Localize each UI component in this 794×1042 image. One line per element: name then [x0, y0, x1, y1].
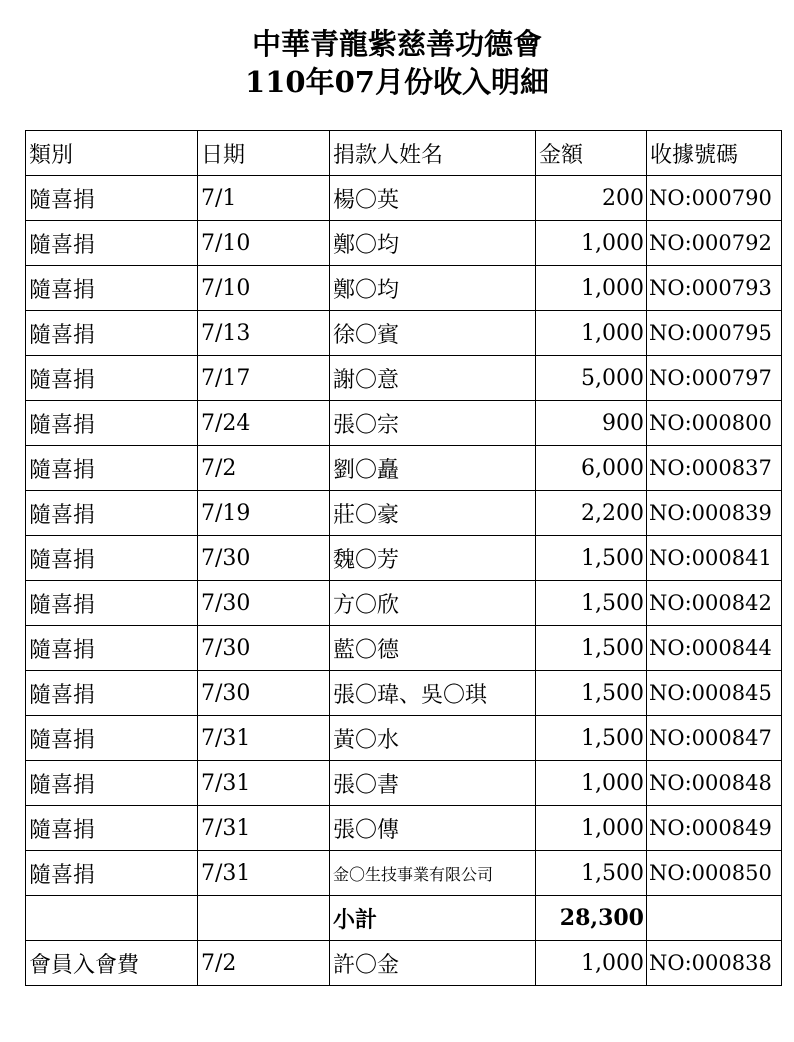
donor-cell: 楊〇英 — [330, 176, 536, 221]
category-cell: 隨喜捐 — [26, 581, 198, 626]
receipt-cell: NO:000842 — [647, 581, 782, 626]
table-row — [26, 401, 782, 446]
category-cell: 隨喜捐 — [26, 446, 198, 491]
header-row — [26, 131, 782, 176]
amount-cell: 1,500 — [536, 671, 647, 716]
date-cell: 7/17 — [198, 356, 330, 401]
table-row — [26, 446, 782, 491]
table-row — [26, 176, 782, 221]
receipt-cell: NO:000848 — [647, 761, 782, 806]
amount-cell: 1,000 — [536, 266, 647, 311]
receipt-cell: NO:000797 — [647, 356, 782, 401]
table-row — [26, 221, 782, 266]
amount-cell: 1,500 — [536, 536, 647, 581]
table-row — [26, 266, 782, 311]
table-row — [26, 806, 782, 851]
category-cell: 隨喜捐 — [26, 176, 198, 221]
date-cell: 7/30 — [198, 671, 330, 716]
empty-cell — [26, 896, 198, 941]
column-header-category: 類別 — [26, 131, 198, 176]
amount-cell: 1,000 — [536, 806, 647, 851]
amount-cell: 1,500 — [536, 851, 647, 896]
date-cell: 7/31 — [198, 761, 330, 806]
date-cell: 7/10 — [198, 221, 330, 266]
category-cell: 隨喜捐 — [26, 401, 198, 446]
table-row — [26, 671, 782, 716]
donor-cell: 謝〇意 — [330, 356, 536, 401]
table-row — [26, 851, 782, 896]
donor-cell: 許〇金 — [330, 941, 536, 986]
org-name: 中華青龍紫慈善功德會 — [251, 27, 542, 61]
category-cell: 隨喜捐 — [26, 311, 198, 356]
amount-cell: 5,000 — [536, 356, 647, 401]
amount-cell: 1,500 — [536, 581, 647, 626]
table-row — [26, 761, 782, 806]
date-cell: 7/31 — [198, 716, 330, 761]
date-cell: 7/31 — [198, 851, 330, 896]
date-cell: 7/13 — [198, 311, 330, 356]
donor-cell: 劉〇矗 — [330, 446, 536, 491]
amount-cell: 900 — [536, 401, 647, 446]
income-table — [25, 130, 782, 986]
amount-cell: 1,000 — [536, 761, 647, 806]
receipt-cell: NO:000847 — [647, 716, 782, 761]
category-cell: 隨喜捐 — [26, 356, 198, 401]
receipt-cell: NO:000844 — [647, 626, 782, 671]
receipt-cell: NO:000839 — [647, 491, 782, 536]
receipt-cell: NO:000838 — [647, 941, 782, 986]
table-row — [26, 581, 782, 626]
table-row — [26, 941, 782, 986]
column-header-amount: 金額 — [536, 131, 647, 176]
empty-cell — [198, 896, 330, 941]
category-cell: 隨喜捐 — [26, 761, 198, 806]
date-cell: 7/2 — [198, 446, 330, 491]
donor-cell: 金〇生技事業有限公司 — [330, 851, 536, 896]
receipt-cell: NO:000795 — [647, 311, 782, 356]
date-cell: 7/24 — [198, 401, 330, 446]
category-cell: 隨喜捐 — [26, 491, 198, 536]
receipt-cell: NO:000845 — [647, 671, 782, 716]
receipt-cell: NO:000837 — [647, 446, 782, 491]
column-header-date: 日期 — [198, 131, 330, 176]
category-cell: 隨喜捐 — [26, 266, 198, 311]
category-cell: 隨喜捐 — [26, 806, 198, 851]
column-header-donor: 捐款人姓名 — [330, 131, 536, 176]
amount-cell: 1,000 — [536, 941, 647, 986]
subtotal-row — [26, 896, 782, 941]
receipt-cell: NO:000800 — [647, 401, 782, 446]
category-cell: 隨喜捐 — [26, 671, 198, 716]
amount-cell: 1,000 — [536, 311, 647, 356]
date-cell: 7/30 — [198, 581, 330, 626]
donor-cell: 徐〇賓 — [330, 311, 536, 356]
table-row — [26, 716, 782, 761]
donor-cell: 鄭〇均 — [330, 221, 536, 266]
table-row — [26, 311, 782, 356]
amount-cell: 1,500 — [536, 716, 647, 761]
date-cell: 7/31 — [198, 806, 330, 851]
amount-cell: 2,200 — [536, 491, 647, 536]
receipt-cell: NO:000849 — [647, 806, 782, 851]
report-title: 110年07月份收入明細 — [245, 65, 549, 99]
table-row — [26, 356, 782, 401]
date-cell: 7/10 — [198, 266, 330, 311]
receipt-cell: NO:000841 — [647, 536, 782, 581]
table-row — [26, 626, 782, 671]
amount-cell: 1,000 — [536, 221, 647, 266]
amount-cell: 6,000 — [536, 446, 647, 491]
amount-cell: 200 — [536, 176, 647, 221]
donor-cell: 張〇瑋、吳〇琪 — [330, 671, 536, 716]
table-row — [26, 491, 782, 536]
category-cell: 會員入會費 — [26, 941, 198, 986]
date-cell: 7/1 — [198, 176, 330, 221]
receipt-cell: NO:000792 — [647, 221, 782, 266]
category-cell: 隨喜捐 — [26, 536, 198, 581]
date-cell: 7/30 — [198, 626, 330, 671]
donor-cell: 方〇欣 — [330, 581, 536, 626]
category-cell: 隨喜捐 — [26, 851, 198, 896]
receipt-cell: NO:000790 — [647, 176, 782, 221]
subtotal-label: 小計 — [330, 896, 536, 941]
date-cell: 7/19 — [198, 491, 330, 536]
donor-cell: 魏〇芳 — [330, 536, 536, 581]
column-header-receipt: 收據號碼 — [647, 131, 782, 176]
donor-cell: 張〇宗 — [330, 401, 536, 446]
category-cell: 隨喜捐 — [26, 626, 198, 671]
receipt-cell: NO:000793 — [647, 266, 782, 311]
category-cell: 隨喜捐 — [26, 716, 198, 761]
subtotal-amount: 28,300 — [536, 896, 647, 941]
amount-cell: 1,500 — [536, 626, 647, 671]
date-cell: 7/2 — [198, 941, 330, 986]
receipt-cell: NO:000850 — [647, 851, 782, 896]
table-row — [26, 536, 782, 581]
donor-cell: 莊〇豪 — [330, 491, 536, 536]
date-cell: 7/30 — [198, 536, 330, 581]
donor-cell: 黃〇水 — [330, 716, 536, 761]
donor-cell: 張〇書 — [330, 761, 536, 806]
category-cell: 隨喜捐 — [26, 221, 198, 266]
empty-cell — [647, 896, 782, 941]
donor-cell: 鄭〇均 — [330, 266, 536, 311]
donor-cell: 藍〇德 — [330, 626, 536, 671]
donor-cell: 張〇傳 — [330, 806, 536, 851]
